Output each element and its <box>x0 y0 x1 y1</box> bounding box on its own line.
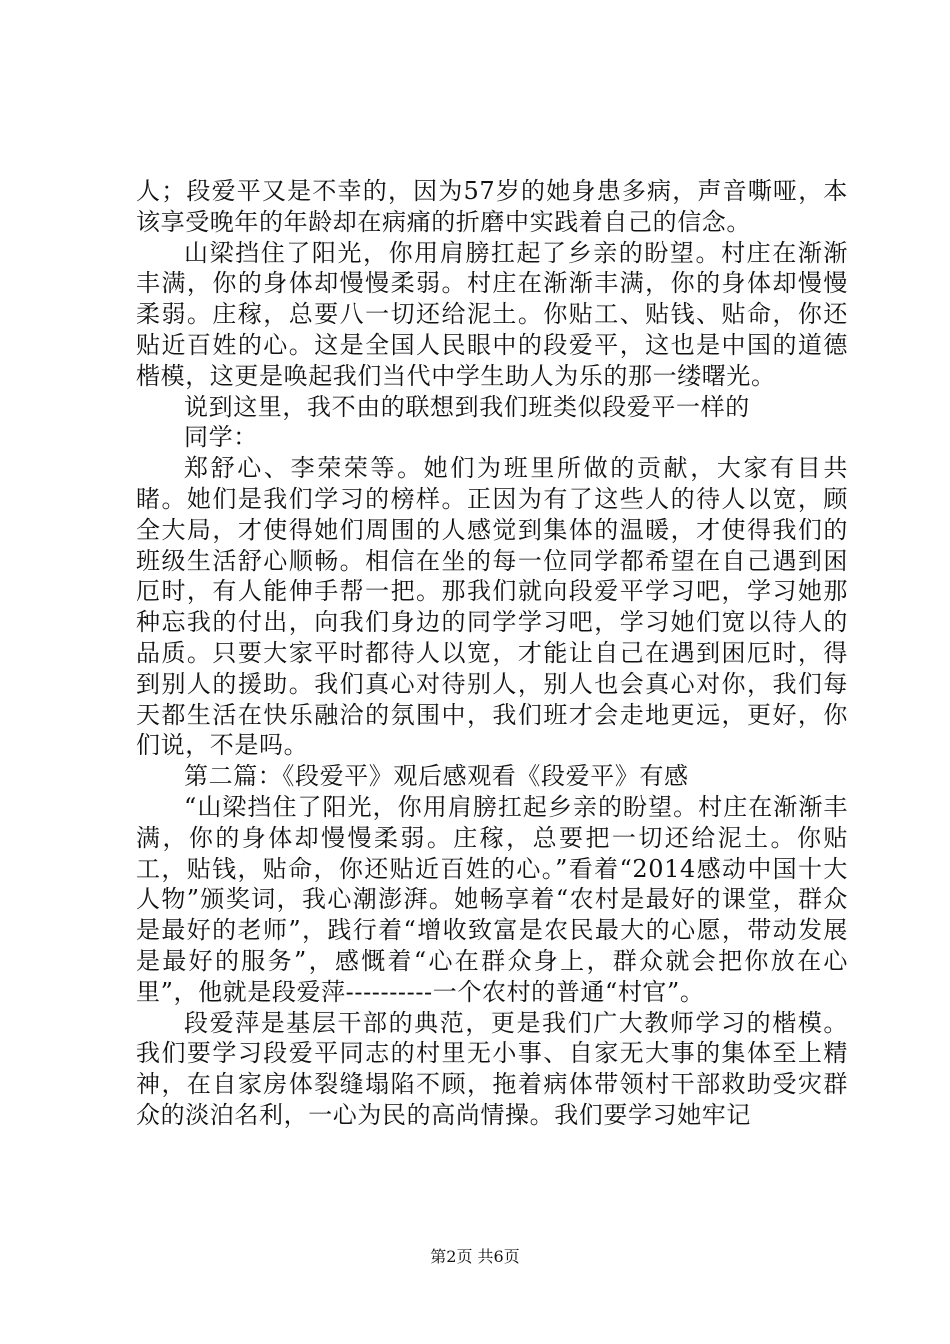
section-heading: 第二篇：《段爱平》观后感观看《段爱平》有感 <box>184 762 689 791</box>
paragraph: 说到这里，我不由的联想到我们班类似段爱平一样的 <box>184 392 750 421</box>
paragraph-continued: 人；段爱平又是不幸的，因为57岁的她身患多病，声音嘶哑，本该享受晚年的年龄却在病痛的折磨中实践着自己的信念。 <box>136 177 848 236</box>
page-number-footer: 第2页 共6页 <box>430 1247 520 1266</box>
paragraph: 同学： <box>184 423 258 452</box>
document-body <box>136 176 848 1131</box>
paragraph: 郑舒心、李荣荣等。她们为班里所做的贡献，大家有目共睹。她们是我们学习的榜样。正因为有了这些人的待人以宽，顾全大局，才使得她们周围的人感觉到集体的温暖，才使得我们的班级生活舒心顺畅。相信在坐的每一位同学都希望在自己遇到困厄时，有人能伸手帮一把。那我们就向段爱平学习吧，学习她那种忘我的付出，向我们身边的同学学习吧，学习她们宽以待人的品质。只要大家平时都待人以宽，才能让自己在遇到困厄时，得到别人的援助。我们真心对待别人，别人也会真心对你，我们每天都生活在快乐融洽的氛围中，我们班才会走地更远，更好，你们说，不是吗。 <box>136 454 848 760</box>
paragraph: 山梁挡住了阳光，你用肩膀扛起了乡亲的盼望。村庄在渐渐丰满，你的身体却慢慢柔弱。村庄在渐渐丰满，你的身体却慢慢柔弱。庄稼，总要八一切还给泥土。你贴工、贴钱、贴命，你还贴近百姓的心。这是全国人民眼中的段爱平，这也是中国的道德楷模，这更是唤起我们当代中学生助人为乐的那一缕曙光。 <box>136 238 848 390</box>
paragraph: “山梁挡住了阳光，你用肩膀扛起乡亲的盼望。村庄在渐渐丰满，你的身体却慢慢柔弱。庄稼，总要把一切还给泥土。你贴工，贴钱，贴命，你还贴近百姓的心。”看着“2014感动中国十大人物”颁奖词，我心潮澎湃。她畅享着“农村是最好的课堂，群众是最好的老师”，践行着“增收致富是农民最大的心愿，带动发展是最好的服务”，感慨着“心在群众身上，群众就会把你放在心里”，他就是段爱萍----------一个农村的普通“村官”。 <box>136 792 848 1006</box>
paragraph: 段爱萍是基层干部的典范，更是我们广大教师学习的楷模。我们要学习段爱平同志的村里无小事、自家无大事的集体至上精神，在自家房体裂缝塌陷不顾，拖着病体带领村干部救助受灾群众的淡泊名利，一心为民的高尚情操。我们要学习她牢记 <box>136 1008 848 1129</box>
